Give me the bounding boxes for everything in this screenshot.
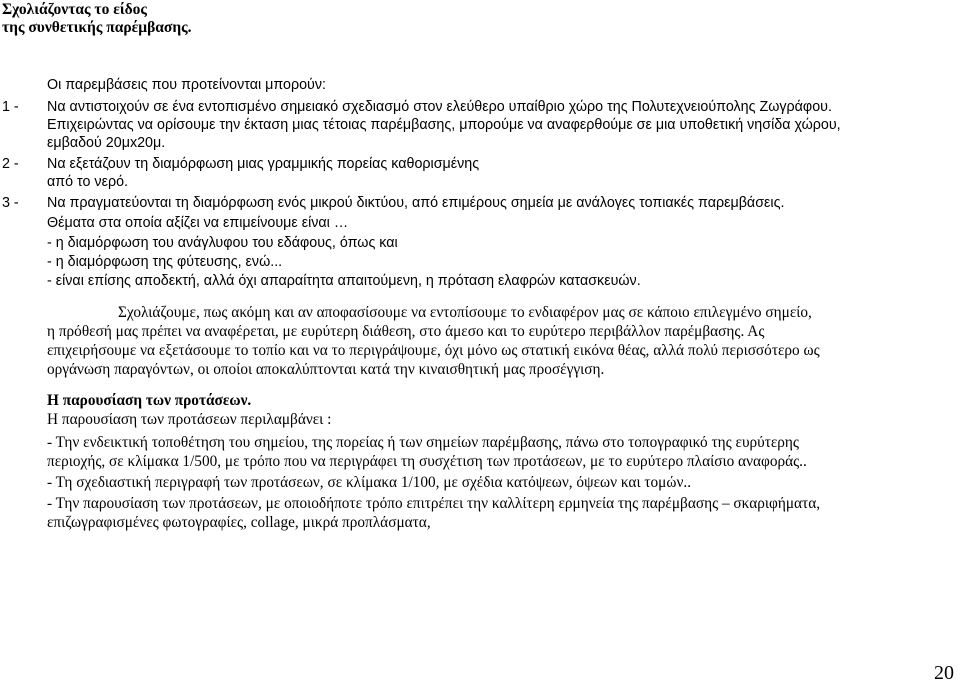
item-1-text: Να αντιστοιχούν σε ένα εντοπισμένο σημειακό σχεδιασμό στον ελεύθερο υπαίθριο χώρο της Πολυτεχνειούπολης Ζωγράφου. xyxy=(47,99,832,115)
topic-1: - η διαμόρφωση του ανάγλυφου του εδάφους, όπως και xyxy=(47,235,398,251)
item-1-continuation-2: εμβαδού 20μx20μ. xyxy=(47,135,166,151)
topic-2: - η διαμόρφωση της φύτευσης, ενώ... xyxy=(47,254,283,270)
page-number: 20 xyxy=(934,662,954,684)
heading-line-1: Σχολιάζοντας το είδος xyxy=(2,1,147,18)
item-2-text: Να εξετάζουν τη διαμόρφωση μιας γραμμικής πορείας καθορισμένης xyxy=(47,156,480,172)
presentation-item-3-line-2: επιζωγραφισμένες φωτογραφίες, collage, μικρά προπλάσματα, xyxy=(47,514,431,531)
presentation-item-1-line-1: - Την ενδεικτική τοποθέτηση του σημείου, της πορείας ή των σημείων παρέμβασης, πάνω στο τοπογραφικό της ευρύτερης xyxy=(47,434,799,451)
heading-line-2: της συνθετικής παρέμβασης. xyxy=(2,19,192,36)
presentation-intro: Η παρουσίαση των προτάσεων περιλαμβάνει : xyxy=(47,411,332,428)
comment-line-3: επιχειρήσουμε να εξετάσουμε το τοπίο και να το περιγράψουμε, όχι μόνο ως στατική εικόνα θέας, αλλά πολύ περισσότερο ως xyxy=(47,342,820,359)
presentation-item-2: - Τη σχεδιαστική περιγραφή των προτάσεων, σε κλίμακα 1/100, με σχέδια κατόψεων, όψεων και τομών.. xyxy=(47,474,692,491)
proposals-intro: Οι παρεμβάσεις που προτείνονται μπορούν: xyxy=(47,77,326,93)
item-1-number: 1 - xyxy=(2,99,19,115)
comment-line-4: οργάνωση παραγόντων, οι οποίοι αποκαλύπτονται κατά την κιναισθητική μας προσέγγιση. xyxy=(47,361,605,378)
topic-3: - είναι επίσης αποδεκτή, αλλά όχι απαραίτητα απαιτούμενη, η πρόταση ελαφρών κατασκευών. xyxy=(47,273,641,289)
comment-line-2: η πρόθεσή μας πρέπει να αναφέρεται, με ευρύτερη διάθεση, στο άμεσο και το ευρύτερο περιβάλλον παρέμβασης. Ας xyxy=(47,323,765,340)
presentation-item-3-line-1: - Την παρουσίαση των προτάσεων, με οποιοδήποτε τρόπο επιτρέπει την καλλίτερη ερμηνεία της παρέμβασης – σκαριφήματα, xyxy=(47,495,821,512)
presentation-heading: Η παρουσίαση των προτάσεων. xyxy=(47,392,252,409)
item-2-continuation: από το νερό. xyxy=(47,174,128,190)
presentation-item-1-line-2: περιοχής, σε κλίμακα 1/500, με τρόπο που να περιγράφει τη συσχέτιση των προτάσεων, με το ευρύτερο πλαίσιο αναφοράς.. xyxy=(47,453,807,470)
item-3-number: 3 - xyxy=(2,195,19,211)
item-1-continuation-1: Επιχειρώντας να ορίσουμε την έκταση μιας τέτοιας παρέμβασης, μπορούμε να αναφερθούμε σε μια υποθετική νησίδα χώρου, xyxy=(47,117,841,133)
comment-line-1: Σχολιάζουμε, πως ακόμη και αν αποφασίσουμε να εντοπίσουμε το ενδιαφέρον μας σε κάποιο επιλεγμένο σημείο, xyxy=(118,304,812,321)
topics-intro: Θέματα στα οποία αξίζει να επιμείνουμε είναι … xyxy=(47,215,349,231)
item-2-number: 2 - xyxy=(2,156,19,172)
item-3-text: Να πραγματεύονται τη διαμόρφωση ενός μικρού δικτύου, από επιμέρους σημεία με ανάλογες τοπιακές παρεμβάσεις. xyxy=(47,195,785,211)
